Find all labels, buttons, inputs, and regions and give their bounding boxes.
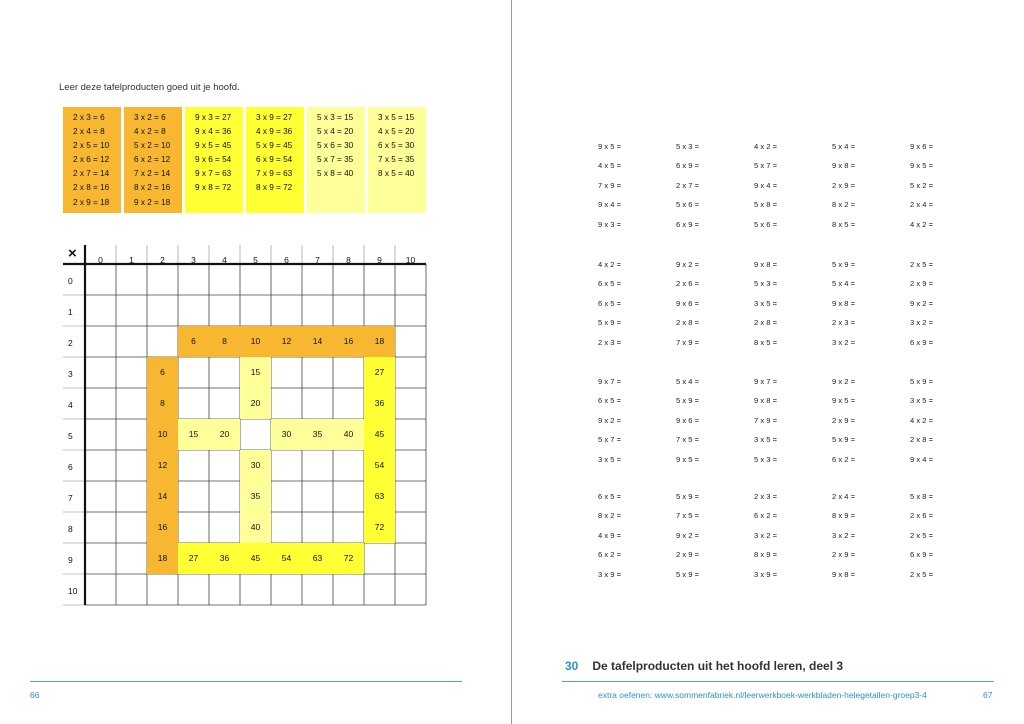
page-number-right: 67	[983, 690, 993, 700]
grid-product-cell: 18	[147, 543, 178, 574]
card-fact: 5 x 3 = 15	[317, 113, 354, 122]
exercise-item: 5 x 8 =	[910, 492, 934, 501]
grid-row-header: 0	[68, 276, 73, 286]
grid-product-cell: 8	[209, 326, 240, 357]
card-fact: 2 x 7 = 14	[73, 169, 110, 179]
exercise-item: 2 x 5 =	[910, 569, 934, 579]
grid-product-cell: 18	[364, 326, 395, 357]
exercise-item: 7 x 9 =	[754, 415, 778, 425]
grid-product-cell: 27	[364, 357, 395, 388]
card-fact: 9 x 3 = 27	[195, 113, 232, 122]
exercise-item: 2 x 6 =	[676, 279, 700, 289]
exercise-item: 9 x 5 =	[910, 161, 934, 171]
exercise-item: 9 x 8 =	[754, 260, 778, 269]
exercise-item: 5 x 9 =	[598, 318, 622, 328]
card-fact: 9 x 5 = 45	[195, 141, 232, 151]
card-fact: 7 x 9 = 63	[256, 169, 293, 179]
exercise-item: 5 x 2 =	[910, 180, 934, 190]
exercise-item: 3 x 5 =	[754, 435, 778, 445]
exercise-item: 8 x 2 =	[598, 511, 622, 521]
grid-col-header: 7	[315, 255, 320, 265]
card-fact: 2 x 4 = 8	[73, 127, 105, 137]
exercise-item: 2 x 3 =	[598, 337, 622, 347]
card-fact: 5 x 7 = 35	[317, 155, 354, 165]
chapter-number: 30	[565, 659, 579, 673]
exercise-item: 2 x 6 =	[910, 511, 934, 521]
exercise-item: 5 x 8 =	[754, 200, 778, 210]
exercise-item: 5 x 9 =	[832, 260, 856, 269]
exercise-item: 2 x 7 =	[676, 180, 700, 190]
grid-product-cell: 14	[147, 481, 178, 512]
card-fact: 6 x 9 = 54	[256, 155, 293, 165]
grid-row-header: 10	[68, 586, 78, 596]
footer-rule-left	[30, 681, 462, 682]
card-fact: 5 x 6 = 30	[317, 141, 354, 151]
grid-row-header: 9	[68, 555, 73, 565]
grid-product-cell: 20	[240, 388, 271, 419]
exercise-item: 6 x 5 =	[598, 298, 622, 308]
exercise-item: 2 x 3 =	[832, 318, 856, 328]
exercise-item: 9 x 8 =	[754, 396, 778, 406]
exercise-item: 9 x 4 =	[598, 200, 622, 210]
intro-text: Leer deze tafelproducten goed uit je hoofd.	[59, 82, 240, 93]
grid-product-cell: 6	[178, 326, 209, 357]
exercise-item: 3 x 5 =	[754, 298, 778, 308]
grid-col-header: 9	[377, 255, 382, 265]
exercise-item: 6 x 9 =	[910, 550, 934, 560]
grid-col-header: 6	[284, 255, 289, 265]
exercise-item: 9 x 6 =	[676, 415, 700, 425]
card-fact: 5 x 9 = 45	[256, 141, 293, 151]
grid-product-cell: 40	[240, 512, 271, 543]
exercise-item: 9 x 5 =	[832, 396, 856, 406]
grid-product-cell: 16	[147, 512, 178, 543]
card-fact: 4 x 5 = 20	[378, 127, 415, 137]
memorize-card	[124, 107, 182, 213]
exercise-item: 6 x 2 =	[754, 511, 778, 521]
exercise-item: 4 x 5 =	[598, 161, 622, 171]
exercise-item: 9 x 6 =	[676, 298, 700, 308]
exercise-item: 3 x 9 =	[598, 569, 622, 579]
exercise-item: 2 x 4 =	[910, 200, 934, 210]
exercise-item: 9 x 4 =	[910, 454, 934, 464]
grid-row-header: 8	[68, 524, 73, 534]
exercise-item: 9 x 2 =	[598, 415, 622, 425]
exercise-item: 9 x 2 =	[832, 377, 856, 386]
times-symbol: ×	[68, 245, 77, 262]
exercise-item: 5 x 3 =	[754, 279, 778, 289]
extra-practice-link[interactable]: extra oefenen: www.sommenfabriek.nl/leerwerkboek-werkbladen-helegetallen-groep3-4	[598, 690, 927, 700]
card-fact: 2 x 9 = 18	[73, 197, 110, 207]
exercise-item: 9 x 4 =	[754, 180, 778, 190]
grid-product-cell: 15	[240, 357, 271, 388]
grid-col-header: 5	[253, 255, 258, 265]
card-fact: 2 x 8 = 16	[73, 183, 110, 193]
exercise-item: 3 x 2 =	[832, 337, 856, 347]
grid-row-header: 5	[68, 431, 73, 441]
grid-product-cell: 63	[364, 481, 395, 512]
exercise-item: 5 x 9 =	[832, 435, 856, 445]
card-fact: 9 x 8 = 72	[195, 183, 232, 193]
exercise-item: 9 x 5 =	[676, 454, 700, 464]
exercise-item: 6 x 5 =	[598, 279, 622, 289]
chapter-title: De tafelproducten uit het hoofd leren, deel 3	[592, 659, 844, 673]
grid-row-header: 2	[68, 338, 73, 348]
card-fact: 9 x 7 = 63	[195, 169, 232, 179]
exercise-item: 9 x 2 =	[676, 530, 700, 540]
exercise-item: 5 x 9 =	[676, 569, 700, 579]
grid-col-header: 8	[346, 255, 351, 265]
exercise-item: 9 x 5 =	[598, 142, 622, 151]
exercise-item: 5 x 3 =	[676, 142, 700, 151]
card-fact: 2 x 6 = 12	[73, 155, 110, 165]
exercise-item: 4 x 2 =	[910, 219, 934, 229]
grid-product-cell: 6	[147, 357, 178, 388]
memorize-card	[368, 107, 426, 213]
card-fact: 4 x 2 = 8	[134, 127, 166, 137]
card-fact: 8 x 5 = 40	[378, 169, 415, 179]
grid-product-cell: 35	[302, 419, 333, 450]
exercise-item: 2 x 5 =	[910, 260, 934, 269]
exercise-item: 9 x 2 =	[910, 298, 934, 308]
exercise-item: 6 x 9 =	[910, 337, 934, 347]
exercise-item: 6 x 5 =	[598, 492, 622, 501]
grid-product-cell: 16	[333, 326, 364, 357]
exercise-item: 5 x 4 =	[676, 377, 700, 386]
card-fact: 6 x 5 = 30	[378, 141, 415, 151]
exercise-item: 9 x 2 =	[676, 260, 700, 269]
grid-product-cell: 30	[271, 419, 302, 450]
chapter-heading	[565, 659, 843, 673]
exercise-item: 5 x 4 =	[832, 279, 856, 289]
grid-product-cell: 10	[240, 326, 271, 357]
card-fact: 8 x 2 = 16	[134, 183, 171, 193]
exercise-item: 9 x 7 =	[754, 377, 778, 386]
card-fact: 9 x 2 = 18	[134, 197, 171, 207]
exercise-item: 9 x 6 =	[910, 142, 934, 151]
memorize-cards	[63, 107, 426, 213]
card-fact: 4 x 9 = 36	[256, 127, 293, 137]
memorize-card	[246, 107, 304, 213]
grid-product-cell: 12	[147, 450, 178, 481]
grid-col-header: 3	[191, 255, 196, 265]
card-fact: 3 x 2 = 6	[134, 113, 166, 122]
exercise-item: 8 x 9 =	[754, 550, 778, 560]
grid-product-cell: 36	[209, 543, 240, 574]
grid-product-cell: 10	[147, 419, 178, 450]
grid-product-cell: 30	[240, 450, 271, 481]
exercise-item: 5 x 6 =	[676, 200, 700, 210]
card-fact: 3 x 9 = 27	[256, 113, 293, 122]
exercise-item: 8 x 5 =	[832, 219, 856, 229]
grid-col-header: 1	[129, 255, 134, 265]
card-fact: 9 x 4 = 36	[195, 127, 232, 137]
grid-product-cell: 45	[240, 543, 271, 574]
grid-product-cell: 72	[333, 543, 364, 574]
exercise-item: 7 x 5 =	[676, 435, 700, 445]
exercise-item: 4 x 2 =	[910, 415, 934, 425]
grid-product-cell: 72	[364, 512, 395, 543]
exercise-item: 2 x 9 =	[832, 550, 856, 560]
exercise-item: 9 x 7 =	[598, 377, 622, 386]
exercise-item: 3 x 2 =	[754, 530, 778, 540]
exercise-item: 4 x 2 =	[598, 260, 622, 269]
grid-row-header: 4	[68, 400, 73, 410]
exercise-item: 5 x 9 =	[676, 492, 700, 501]
exercise-item: 5 x 4 =	[832, 142, 856, 151]
exercise-item: 4 x 2 =	[754, 142, 778, 151]
exercise-item: 6 x 5 =	[598, 396, 622, 406]
page-number-left: 66	[30, 690, 40, 700]
grid-product-cell: 54	[364, 450, 395, 481]
card-fact: 3 x 5 = 15	[378, 113, 415, 122]
exercise-item: 5 x 7 =	[598, 435, 622, 445]
grid-product-cell: 27	[178, 543, 209, 574]
grid-product-cell: 40	[333, 419, 364, 450]
exercise-item: 3 x 9 =	[754, 569, 778, 579]
grid-product-cell: 35	[240, 481, 271, 512]
exercise-item: 7 x 5 =	[676, 511, 700, 521]
exercise-item: 3 x 5 =	[598, 454, 622, 464]
exercise-item: 7 x 9 =	[676, 337, 700, 347]
exercise-item: 6 x 2 =	[598, 550, 622, 560]
exercise-item: 2 x 8 =	[754, 318, 778, 328]
grid-col-header: 10	[405, 255, 416, 265]
grid-product-cell: 45	[364, 419, 395, 450]
grid-col-header: 0	[98, 255, 103, 265]
exercise-item: 6 x 2 =	[832, 454, 856, 464]
exercise-item: 7 x 9 =	[598, 180, 622, 190]
exercise-item: 2 x 4 =	[832, 492, 856, 501]
page-spine	[511, 0, 512, 724]
exercise-item: 2 x 9 =	[910, 279, 934, 289]
card-fact: 8 x 9 = 72	[256, 183, 293, 193]
exercise-item: 2 x 8 =	[676, 318, 700, 328]
card-fact: 5 x 4 = 20	[317, 127, 354, 137]
grid-product-cell: 8	[147, 388, 178, 419]
exercise-item: 8 x 5 =	[754, 337, 778, 347]
exercise-item: 5 x 3 =	[754, 454, 778, 464]
exercise-item: 3 x 5 =	[910, 396, 934, 406]
exercise-item: 2 x 3 =	[754, 492, 778, 501]
exercise-item: 8 x 9 =	[832, 511, 856, 521]
grid-row-header: 3	[68, 369, 73, 379]
exercise-item: 2 x 9 =	[676, 550, 700, 560]
exercise-item: 9 x 8 =	[832, 569, 856, 579]
card-fact: 2 x 3 = 6	[73, 113, 105, 122]
exercise-item: 5 x 9 =	[910, 377, 934, 386]
grid-col-header: 4	[222, 255, 227, 265]
grid-row-header: 1	[68, 307, 73, 317]
exercise-item: 5 x 9 =	[676, 396, 700, 406]
memorize-card	[185, 107, 243, 213]
card-fact: 7 x 5 = 35	[378, 155, 415, 165]
grid-product-cell: 15	[178, 419, 209, 450]
exercise-item: 2 x 5 =	[910, 530, 934, 540]
exercise-item: 6 x 9 =	[676, 219, 700, 229]
grid-row-header: 7	[68, 493, 73, 503]
memorize-card	[63, 107, 121, 213]
exercise-item: 3 x 2 =	[832, 530, 856, 540]
grid-product-cell: 12	[271, 326, 302, 357]
grid-product-cell: 54	[271, 543, 302, 574]
exercise-item: 4 x 9 =	[598, 530, 622, 540]
exercise-item: 3 x 2 =	[910, 318, 934, 328]
card-fact: 5 x 8 = 40	[317, 169, 354, 179]
grid-product-cell: 20	[209, 419, 240, 450]
memorize-card	[307, 107, 365, 213]
exercise-item: 2 x 9 =	[832, 180, 856, 190]
card-fact: 9 x 6 = 54	[195, 155, 232, 165]
card-fact: 6 x 2 = 12	[134, 155, 171, 165]
grid-row-header: 6	[68, 462, 73, 472]
exercise-item: 5 x 6 =	[754, 219, 778, 229]
grid-product-cell: 63	[302, 543, 333, 574]
exercise-item: 5 x 7 =	[754, 161, 778, 171]
exercise-item: 9 x 3 =	[598, 219, 622, 229]
exercise-item: 9 x 8 =	[832, 161, 856, 171]
grid-product-cell: 36	[364, 388, 395, 419]
grid-col-header: 2	[160, 255, 165, 265]
card-fact: 7 x 2 = 14	[134, 169, 171, 179]
exercise-item: 2 x 9 =	[832, 415, 856, 425]
exercise-item: 2 x 8 =	[910, 435, 934, 445]
grid-product-cell: 14	[302, 326, 333, 357]
exercise-item: 8 x 2 =	[832, 200, 856, 210]
footer-rule-right	[562, 681, 994, 682]
exercise-item: 9 x 8 =	[832, 298, 856, 308]
card-fact: 2 x 5 = 10	[73, 141, 110, 151]
exercise-item: 6 x 9 =	[676, 161, 700, 171]
card-fact: 5 x 2 = 10	[134, 141, 171, 151]
